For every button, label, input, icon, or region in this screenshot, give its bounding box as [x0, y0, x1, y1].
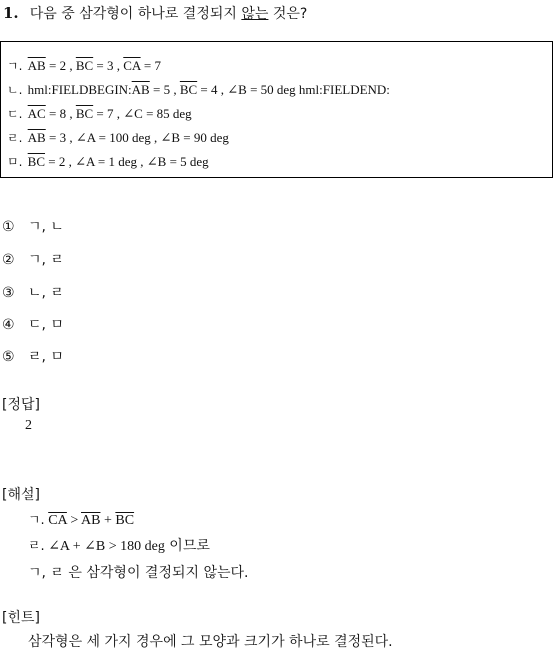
choice-2[interactable]: ② ㄱ, ㄹ: [2, 252, 64, 268]
condition-item: ㄷ. $\overline{AC} = 8$ , $\overline{BC} = 7$ , ∠C = 85 deg: [7, 106, 192, 121]
condition-item: ㅁ. $\overline{BC} = 2$ , ∠A = 1 deg , ∠B = 5 deg: [7, 154, 209, 169]
answer-heading: [정답]: [2, 397, 40, 413]
condition-item: ㄴ. $hml:FIELDBEGIN:\overline{AB} = 5$ , $\overline{BC} = 4$ , ∠B = 50 deg hml:FIELDEND:: [7, 82, 390, 97]
explanation-heading: [해설]: [2, 487, 40, 503]
hint-text: 삼각형은 세 가지 경우에 그 모양과 크기가 하나로 결정된다.: [28, 634, 393, 650]
explanation-line: ㄱ. $\overline{CA} > \overline{AB} + \overline{BC}$: [28, 513, 135, 528]
hint-heading: [힌트]: [2, 610, 40, 626]
question-header: [3, 3, 307, 23]
explanation-conclusion: ㄱ, ㄹ 은 삼각형이 결정되지 않는다.: [28, 565, 249, 581]
underlined-word: 않는: [241, 6, 269, 22]
choice-4[interactable]: ④ ㄷ, ㅁ: [2, 317, 64, 333]
choice-1[interactable]: ① ㄱ, ㄴ: [2, 219, 64, 235]
choice-5[interactable]: ⑤ ㄹ, ㅁ: [2, 349, 64, 365]
condition-item: ㄹ. $\overline{AB} = 3$ , ∠A = 100 deg , ∠B = 90 deg: [7, 130, 229, 145]
explanation-line: ㄹ. ∠A + ∠B > 180 deg 이므로: [28, 538, 210, 554]
question-text: 다음 중 삼각형이 하나로 결정되지 않는 것은?: [29, 6, 308, 22]
choice-3[interactable]: ③ ㄴ, ㄹ: [2, 285, 64, 301]
answer-value: 2: [25, 418, 32, 433]
condition-item: ㄱ. $\overline{AB} = 2$ , $\overline{BC} = 3$ , $\overline{CA} = 7$: [7, 58, 161, 73]
question-number: 1.: [3, 4, 19, 22]
